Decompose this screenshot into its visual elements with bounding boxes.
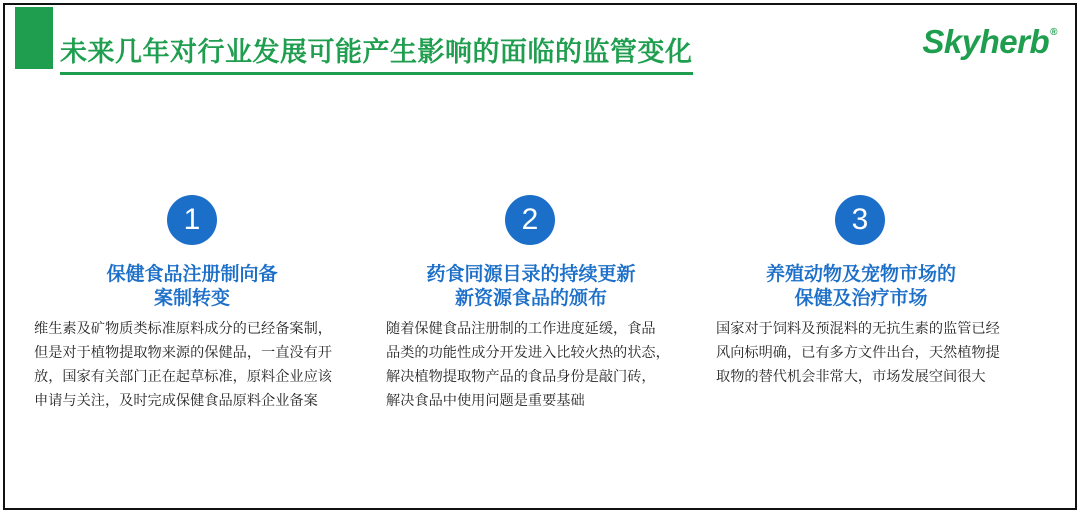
item-heading bbox=[686, 262, 1036, 310]
item-description-line: 随着保健食品注册制的工作进度延缓，食品 bbox=[386, 321, 656, 337]
item-description-line: 但是对于植物提取物来源的保健品，一直没有开 bbox=[34, 345, 332, 361]
title-accent-bar bbox=[15, 7, 53, 69]
item-description-line: 品类的功能性成分开发进入比较火热的状态， bbox=[386, 345, 670, 361]
skyherb-logo bbox=[922, 23, 1057, 61]
change-item-3 bbox=[716, 195, 1036, 389]
item-heading bbox=[356, 262, 706, 310]
item-description-line: 取物的替代机会非常大，市场发展空间很大 bbox=[716, 369, 986, 385]
logo-text: Skyherb bbox=[922, 23, 1050, 60]
item-description-line: 解决食品中使用问题是重要基础 bbox=[386, 393, 585, 409]
item-description-line: 申请与关注，及时完成保健食品原料企业备案 bbox=[34, 393, 318, 409]
item-heading-line: 药食同源目录的持续更新 bbox=[426, 263, 636, 285]
item-description-line: 国家对于饲料及预混料的无抗生素的监管已经 bbox=[716, 321, 1000, 337]
item-description bbox=[34, 317, 354, 413]
item-description bbox=[386, 317, 706, 413]
item-description bbox=[716, 317, 1036, 389]
item-description-line: 放，国家有关部门正在起草标准，原料企业应该 bbox=[34, 369, 332, 385]
slide-title: 未来几年对行业发展可能产生影响的面临的监管变化 bbox=[60, 35, 693, 75]
item-heading-line: 保健食品注册制向备 bbox=[106, 263, 278, 285]
number-badge: 3 bbox=[835, 195, 885, 245]
item-heading-line: 案制转变 bbox=[153, 287, 230, 309]
registered-mark: ® bbox=[1050, 27, 1057, 38]
item-heading-line: 新资源食品的颁布 bbox=[454, 287, 607, 309]
change-item-1 bbox=[34, 195, 354, 413]
item-heading bbox=[30, 262, 354, 310]
item-heading-line: 养殖动物及宠物市场的 bbox=[765, 263, 956, 285]
item-description-line: 维生素及矿物质类标准原料成分的已经备案制， bbox=[34, 321, 332, 337]
number-badge: 2 bbox=[505, 195, 555, 245]
number-badge: 1 bbox=[167, 195, 217, 245]
item-heading-line: 保健及治疗市场 bbox=[794, 287, 928, 309]
item-description-line: 解决植物提取物产品的食品身份是敲门砖， bbox=[386, 369, 656, 385]
item-description-line: 风向标明确，已有多方文件出台，天然植物提 bbox=[716, 345, 1000, 361]
change-item-2 bbox=[386, 195, 706, 413]
